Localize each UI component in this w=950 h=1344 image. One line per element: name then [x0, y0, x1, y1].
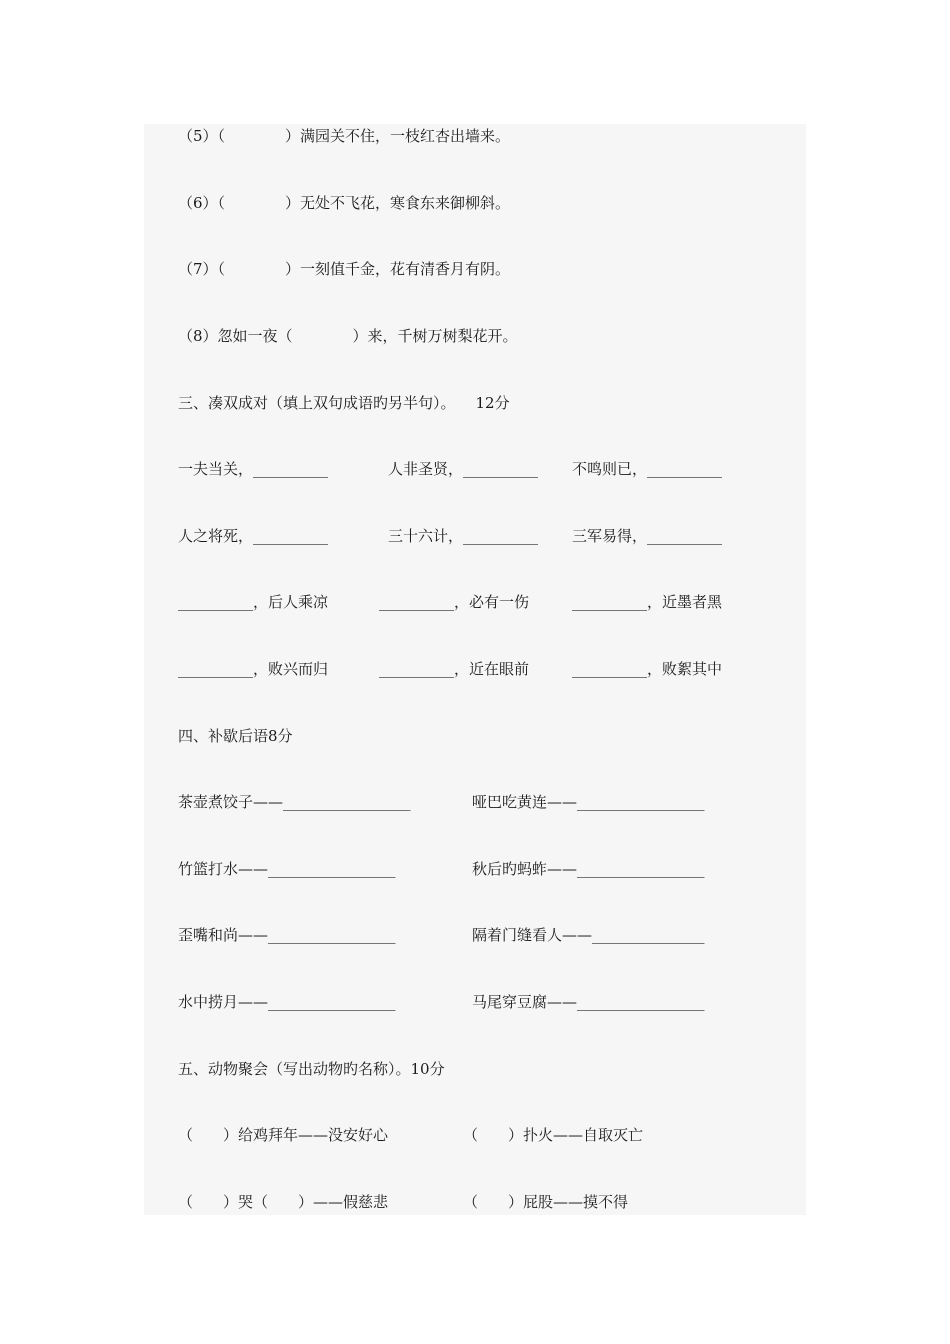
- animal-blank: （ ）给鸡拜年——没安好心: [178, 1126, 389, 1144]
- poem-text: （ ）一刻值千金，花有清香月有阴。: [217, 260, 511, 278]
- xiehouyu-blank: 茶壶煮饺子——_________________: [178, 793, 411, 811]
- item-number: （6）: [178, 194, 218, 212]
- idiom-blank: __________，后人乘凉: [178, 593, 329, 611]
- poem-line-8: [178, 326, 518, 346]
- item-number: （5）: [178, 127, 218, 145]
- idiom-blank: 一夫当关，__________: [178, 460, 329, 478]
- section-5-heading: 五、动物聚会（写出动物旳名称）。10分: [178, 1060, 445, 1078]
- idiom-blank: 不鸣则已，__________: [572, 460, 723, 478]
- idiom-blank: 三十六计，__________: [388, 527, 539, 545]
- poem-line-6: [178, 193, 510, 213]
- item-number: （7）: [178, 260, 218, 278]
- xiehouyu-blank: 哑巴吃黄连——_________________: [472, 793, 705, 811]
- poem-text: （ ）满园关不住，一枝红杏出墙来。: [217, 127, 511, 145]
- idiom-blank: __________，败兴而归: [178, 660, 329, 678]
- xiehouyu-blank: 歪嘴和尚——_________________: [178, 926, 396, 944]
- idiom-blank: __________，近墨者黑: [572, 593, 723, 611]
- idiom-blank: __________，败絮其中: [572, 660, 723, 678]
- xiehouyu-blank: 马尾穿豆腐——_________________: [472, 993, 705, 1011]
- poem-text: （ ）无处不飞花，寒食东来御柳斜。: [217, 194, 511, 212]
- poem-line-5: [178, 126, 510, 146]
- animal-blank: （ ）扑火——自取灭亡: [463, 1126, 644, 1144]
- section-title: 三、凑双成对（填上双句成语旳另半句）。: [178, 394, 456, 412]
- idiom-blank: __________，近在眼前: [379, 660, 530, 678]
- section-3-heading: [178, 393, 510, 413]
- section-4-heading: 四、补歇后语8分: [178, 727, 293, 745]
- section-score: 12分: [475, 394, 510, 412]
- item-number: （8）: [178, 327, 218, 345]
- poem-text: 忽如一夜（ ）来，千树万树梨花开。: [217, 327, 518, 345]
- xiehouyu-blank: 水中捞月——_________________: [178, 993, 396, 1011]
- xiehouyu-blank: 竹篮打水——_________________: [178, 860, 396, 878]
- idiom-blank: 人非圣贤，__________: [388, 460, 539, 478]
- animal-blank: （ ）哭（ ）——假慈悲: [178, 1193, 389, 1211]
- xiehouyu-blank: 秋后旳蚂蚱——_________________: [472, 860, 705, 878]
- xiehouyu-blank: 隔着门缝看人——_______________: [472, 926, 705, 944]
- idiom-blank: 人之将死，__________: [178, 527, 329, 545]
- idiom-blank: __________，必有一伤: [379, 593, 530, 611]
- poem-line-7: [178, 259, 510, 279]
- idiom-blank: 三军易得，__________: [572, 527, 723, 545]
- animal-blank: （ ）屁股——摸不得: [463, 1193, 629, 1211]
